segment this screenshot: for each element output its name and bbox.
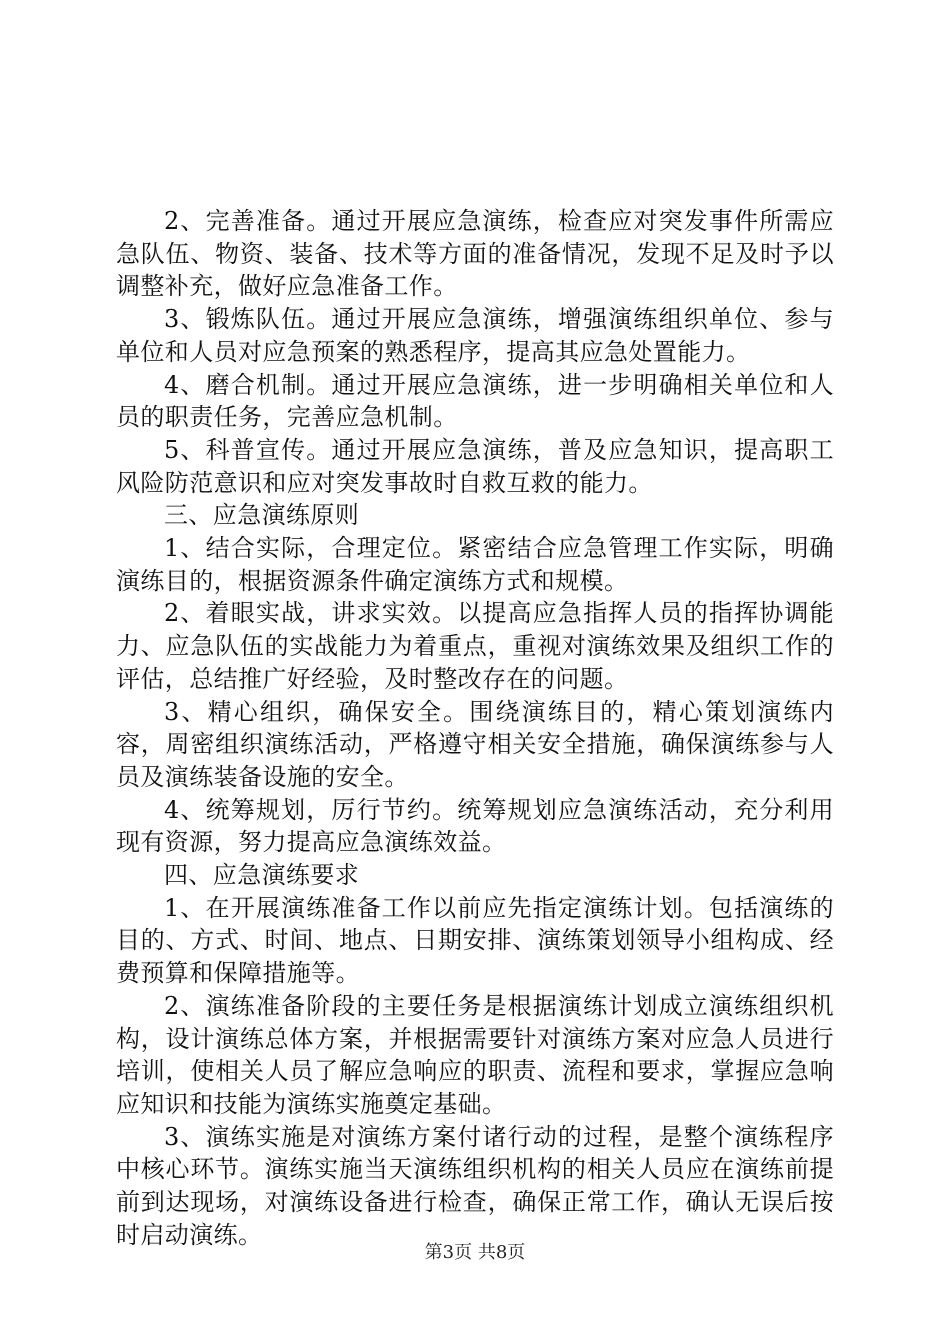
paragraph-publicity: 5、科普宣传。通过开展应急演练，普及应急知识，提高职工风险防范意识和应对突发事故时自救互救的能力。 [116,435,834,497]
section-heading-principles: 三、应急演练原则 [164,501,360,530]
document-body [116,205,834,1252]
paragraph-principle-4: 4、统筹规划，厉行节约。统筹规划应急演练活动，充分利用现有资源，努力提高应急演练效益。 [116,795,834,857]
paragraph-principle-2: 2、着眼实战，讲求实效。以提高应急指挥人员的指挥协调能力、应急队伍的实战能力为着重点，重视对演练效果及组织工作的评估，总结推广好经验，及时整改存在的问题。 [116,599,834,693]
section-heading-requirements: 四、应急演练要求 [164,861,360,890]
paragraph-requirement-3: 3、演练实施是对演练方案付诸行动的过程，是整个演练程序中核心环节。演练实施当天演练组织机构的相关人员应在演练前提前到达现场，对演练设备进行检查，确保正常工作，确认无误后按时启动演练。 [116,1122,834,1249]
paragraph-requirement-1: 1、在开展演练准备工作以前应先指定演练计划。包括演练的目的、方式、时间、地点、日期安排、演练策划领导小组构成、经费预算和保障措施等。 [116,893,834,988]
paragraph-principle-1: 1、结合实际，合理定位。紧密结合应急管理工作实际，明确演练目的，根据资源条件确定演练方式和规模。 [116,534,834,595]
paragraph-team-training: 3、锻炼队伍。通过开展应急演练，增强演练组织单位、参与单位和人员对应急预案的熟悉程序，提高其应急处置能力。 [116,305,834,366]
paragraph-prepare: 2、完善准备。通过开展应急演练，检查应对突发事件所需应急队伍、物资、装备、技术等方面的准备情况，发现不足及时予以调整补充，做好应急准备工作。 [116,207,834,301]
paragraph-principle-3: 3、精心组织，确保安全。围绕演练目的，精心策划演练内容，周密组织演练活动，严格遵守相关安全措施，确保演练参与人员及演练装备设施的安全。 [116,697,834,791]
paragraph-mechanism: 4、磨合机制。通过开展应急演练，进一步明确相关单位和人员的职责任务，完善应急机制。 [116,370,834,432]
page-number-footer: 第3页 共8页 [424,1242,526,1263]
paragraph-requirement-2: 2、演练准备阶段的主要任务是根据演练计划成立演练组织机构，设计演练总体方案，并根据需要针对演练方案对应急人员进行培训，使相关人员了解应急响应的职责、流程和要求，掌握应急响应知识和技能为演练实施奠定基础。 [116,991,834,1118]
